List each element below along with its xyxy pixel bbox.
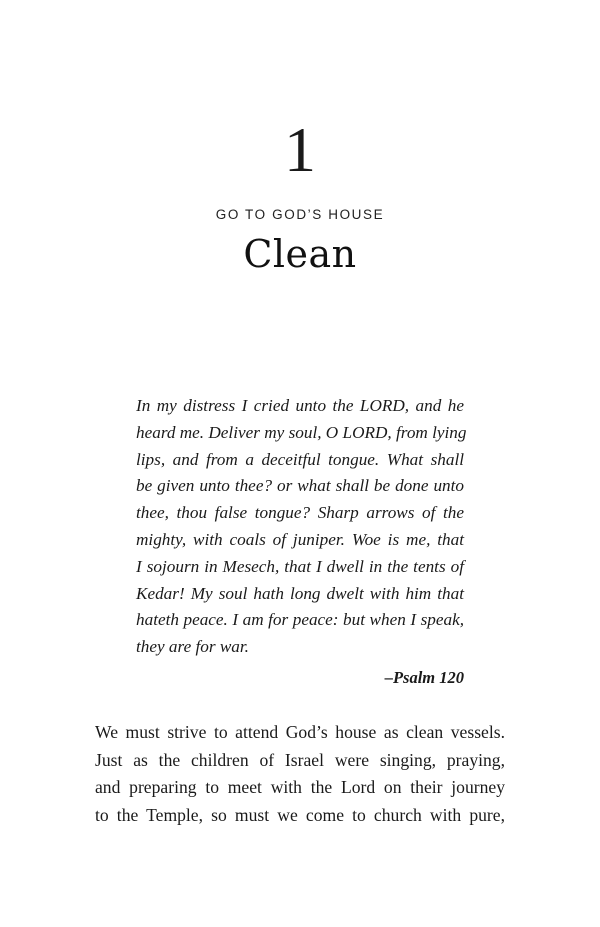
chapter-number: 1	[284, 114, 316, 185]
body-line: Just as the children of Israel were singing, praying,	[95, 749, 505, 770]
epigraph-line: mighty, with coals of juniper. Woe is me, that	[136, 529, 464, 549]
epigraph-line: In my distress I cried unto the LORD, and he	[136, 396, 464, 415]
epigraph-line: heard me. Deliver my soul, O LORD, from lying	[136, 422, 467, 442]
body-line: and preparing to meet with the Lord on their journey	[95, 777, 505, 798]
body-line: to the Temple, so must we come to church with pure,	[95, 804, 505, 825]
epigraph-line: thee, thou false tongue? Sharp arrows of the	[136, 503, 464, 523]
epigraph-line: I sojourn in Mesech, that I dwell in the tents of	[136, 556, 464, 576]
epigraph-line: they are for war.	[136, 637, 249, 657]
epigraph-line: be given unto thee? or what shall be done unto	[136, 476, 464, 496]
body-paragraph	[95, 719, 505, 829]
epigraph-line: Kedar! My soul hath long dwelt with him that	[136, 583, 464, 603]
epigraph-line: hateth peace. I am for peace: but when I speak,	[136, 610, 464, 630]
body-line: We must strive to attend God’s house as clean vessels.	[95, 722, 505, 742]
epigraph-quote	[136, 393, 467, 661]
chapter-kicker: GO TO GOD’S HOUSE	[215, 207, 385, 222]
chapter-title: Clean	[243, 232, 357, 276]
epigraph-line: lips, and from a deceitful tongue. What shall	[136, 449, 464, 469]
epigraph-attribution: –Psalm 120	[384, 668, 464, 687]
